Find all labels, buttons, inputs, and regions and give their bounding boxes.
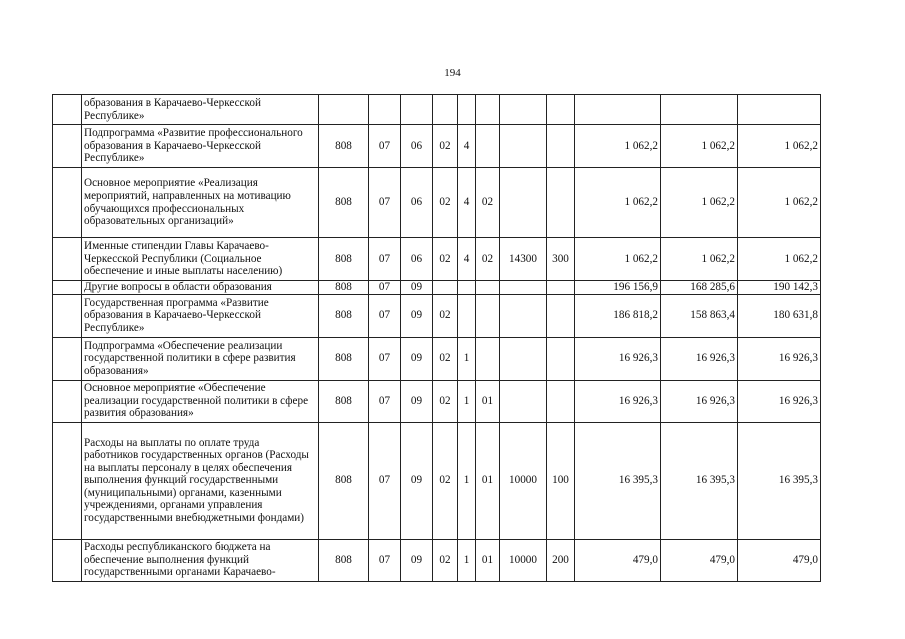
cell-pr: 09 (401, 281, 433, 295)
cell-vr (547, 337, 575, 380)
table-row (53, 238, 821, 281)
cell-cs-direction: 14300 (500, 238, 547, 281)
cell-cs-program (433, 95, 458, 125)
cell-ved: 808 (319, 238, 369, 281)
cell-amount-year3: 1 062,2 (738, 168, 821, 238)
cell-amount-year3: 1 062,2 (738, 238, 821, 281)
cell-amount-year1: 1 062,2 (575, 238, 661, 281)
cell-amount-year3: 16 395,3 (738, 422, 821, 539)
cell-blank-left (53, 380, 82, 422)
cell-cs-subprogram (458, 281, 476, 295)
cell-ved: 808 (319, 281, 369, 295)
cell-cs-event: 01 (476, 539, 500, 581)
table-row (53, 337, 821, 380)
cell-name: Расходы на выплаты по оплате труда работников государственных органов (Расходы на выплаты персоналу в целях обеспечения выполнения функций государственными (муниципальными) органами, казенными учреждениями, органами управления государственными внебюджетными фондами) (82, 422, 319, 539)
cell-cs-direction (500, 380, 547, 422)
cell-pr (401, 95, 433, 125)
cell-rz: 07 (369, 337, 401, 380)
cell-name: Подпрограмма «Обеспечение реализации государственной политики в сфере развития образования» (82, 337, 319, 380)
cell-ved: 808 (319, 380, 369, 422)
cell-cs-event (476, 294, 500, 337)
cell-cs-direction (500, 125, 547, 168)
cell-amount-year2: 479,0 (661, 539, 738, 581)
cell-pr: 06 (401, 168, 433, 238)
cell-cs-direction: 10000 (500, 422, 547, 539)
table-row (53, 294, 821, 337)
cell-cs-subprogram: 4 (458, 238, 476, 281)
cell-cs-direction (500, 294, 547, 337)
cell-cs-event: 01 (476, 380, 500, 422)
cell-cs-event: 01 (476, 422, 500, 539)
cell-rz: 07 (369, 422, 401, 539)
cell-cs-direction (500, 168, 547, 238)
cell-blank-left (53, 281, 82, 295)
cell-amount-year3: 190 142,3 (738, 281, 821, 295)
cell-blank-left (53, 422, 82, 539)
cell-cs-direction: 10000 (500, 539, 547, 581)
cell-amount-year2: 16 395,3 (661, 422, 738, 539)
cell-amount-year1: 196 156,9 (575, 281, 661, 295)
cell-ved: 808 (319, 539, 369, 581)
cell-pr: 06 (401, 238, 433, 281)
cell-cs-program (433, 281, 458, 295)
cell-rz: 07 (369, 281, 401, 295)
cell-cs-program: 02 (433, 422, 458, 539)
table-row (53, 125, 821, 168)
cell-pr: 09 (401, 294, 433, 337)
cell-ved: 808 (319, 337, 369, 380)
cell-amount-year3: 1 062,2 (738, 125, 821, 168)
cell-name: Основное мероприятие «Обеспечение реализации государственной политики в сфере развития образования» (82, 380, 319, 422)
cell-cs-event (476, 95, 500, 125)
cell-vr: 100 (547, 422, 575, 539)
cell-vr (547, 380, 575, 422)
cell-amount-year3: 479,0 (738, 539, 821, 581)
cell-cs-subprogram (458, 294, 476, 337)
cell-name: Государственная программа «Развитие образования в Карачаево-Черкесской Республике» (82, 294, 319, 337)
cell-cs-program: 02 (433, 294, 458, 337)
table-row (53, 380, 821, 422)
cell-name: Другие вопросы в области образования (82, 281, 319, 295)
cell-rz: 07 (369, 380, 401, 422)
cell-cs-event: 02 (476, 238, 500, 281)
cell-cs-event (476, 125, 500, 168)
cell-blank-left (53, 168, 82, 238)
cell-cs-subprogram: 1 (458, 422, 476, 539)
cell-amount-year2: 16 926,3 (661, 337, 738, 380)
cell-name: Именные стипендии Главы Карачаево-Черкесской Республики (Социальное обеспечение и иные выплаты населению) (82, 238, 319, 281)
cell-cs-direction (500, 281, 547, 295)
cell-blank-left (53, 95, 82, 125)
cell-pr: 09 (401, 539, 433, 581)
cell-cs-direction (500, 337, 547, 380)
cell-ved: 808 (319, 168, 369, 238)
cell-cs-subprogram: 1 (458, 380, 476, 422)
cell-ved (319, 95, 369, 125)
cell-cs-subprogram: 4 (458, 168, 476, 238)
cell-cs-program: 02 (433, 125, 458, 168)
cell-amount-year1 (575, 95, 661, 125)
cell-amount-year1: 16 395,3 (575, 422, 661, 539)
cell-vr: 200 (547, 539, 575, 581)
cell-amount-year2: 16 926,3 (661, 380, 738, 422)
cell-amount-year3: 16 926,3 (738, 337, 821, 380)
cell-amount-year2: 158 863,4 (661, 294, 738, 337)
cell-cs-subprogram (458, 95, 476, 125)
cell-vr (547, 168, 575, 238)
cell-blank-left (53, 539, 82, 581)
table-row (53, 422, 821, 539)
cell-cs-subprogram: 1 (458, 539, 476, 581)
cell-amount-year3 (738, 95, 821, 125)
cell-pr: 06 (401, 125, 433, 168)
cell-amount-year1: 479,0 (575, 539, 661, 581)
cell-amount-year1: 186 818,2 (575, 294, 661, 337)
cell-cs-subprogram: 4 (458, 125, 476, 168)
cell-cs-program: 02 (433, 539, 458, 581)
cell-blank-left (53, 238, 82, 281)
cell-rz: 07 (369, 294, 401, 337)
cell-pr: 09 (401, 337, 433, 380)
table-row (53, 281, 821, 295)
page-number: 194 (444, 67, 461, 79)
cell-amount-year1: 16 926,3 (575, 337, 661, 380)
cell-vr: 300 (547, 238, 575, 281)
cell-cs-program: 02 (433, 337, 458, 380)
cell-rz: 07 (369, 125, 401, 168)
cell-ved: 808 (319, 422, 369, 539)
cell-amount-year3: 180 631,8 (738, 294, 821, 337)
cell-amount-year2: 1 062,2 (661, 238, 738, 281)
cell-name: образования в Карачаево-Черкесской Республике» (82, 95, 319, 125)
cell-pr: 09 (401, 380, 433, 422)
cell-amount-year2: 168 285,6 (661, 281, 738, 295)
cell-ved: 808 (319, 294, 369, 337)
cell-cs-subprogram: 1 (458, 337, 476, 380)
cell-pr: 09 (401, 422, 433, 539)
cell-amount-year2: 1 062,2 (661, 125, 738, 168)
budget-table (52, 94, 821, 582)
cell-ved: 808 (319, 125, 369, 168)
cell-blank-left (53, 337, 82, 380)
cell-name: Подпрограмма «Развитие профессионального образования в Карачаево-Черкесской Республике» (82, 125, 319, 168)
cell-cs-direction (500, 95, 547, 125)
cell-name: Расходы республиканского бюджета на обеспечение выполнения функций государственными органами Карачаево- (82, 539, 319, 581)
cell-blank-left (53, 125, 82, 168)
cell-rz (369, 95, 401, 125)
cell-cs-program: 02 (433, 168, 458, 238)
cell-amount-year3: 16 926,3 (738, 380, 821, 422)
table-row (53, 168, 821, 238)
cell-vr (547, 281, 575, 295)
cell-rz: 07 (369, 238, 401, 281)
cell-rz: 07 (369, 539, 401, 581)
cell-cs-event (476, 281, 500, 295)
cell-amount-year1: 16 926,3 (575, 380, 661, 422)
cell-name: Основное мероприятие «Реализация мероприятий, направленных на мотивацию обучающихся профессиональных образовательных организаций» (82, 168, 319, 238)
table-row (53, 95, 821, 125)
cell-blank-left (53, 294, 82, 337)
cell-cs-program: 02 (433, 238, 458, 281)
table-row (53, 539, 821, 581)
cell-amount-year1: 1 062,2 (575, 168, 661, 238)
cell-vr (547, 294, 575, 337)
cell-cs-program: 02 (433, 380, 458, 422)
cell-cs-event: 02 (476, 168, 500, 238)
cell-amount-year2 (661, 95, 738, 125)
cell-vr (547, 95, 575, 125)
cell-cs-event (476, 337, 500, 380)
cell-amount-year2: 1 062,2 (661, 168, 738, 238)
cell-amount-year1: 1 062,2 (575, 125, 661, 168)
cell-rz: 07 (369, 168, 401, 238)
cell-vr (547, 125, 575, 168)
